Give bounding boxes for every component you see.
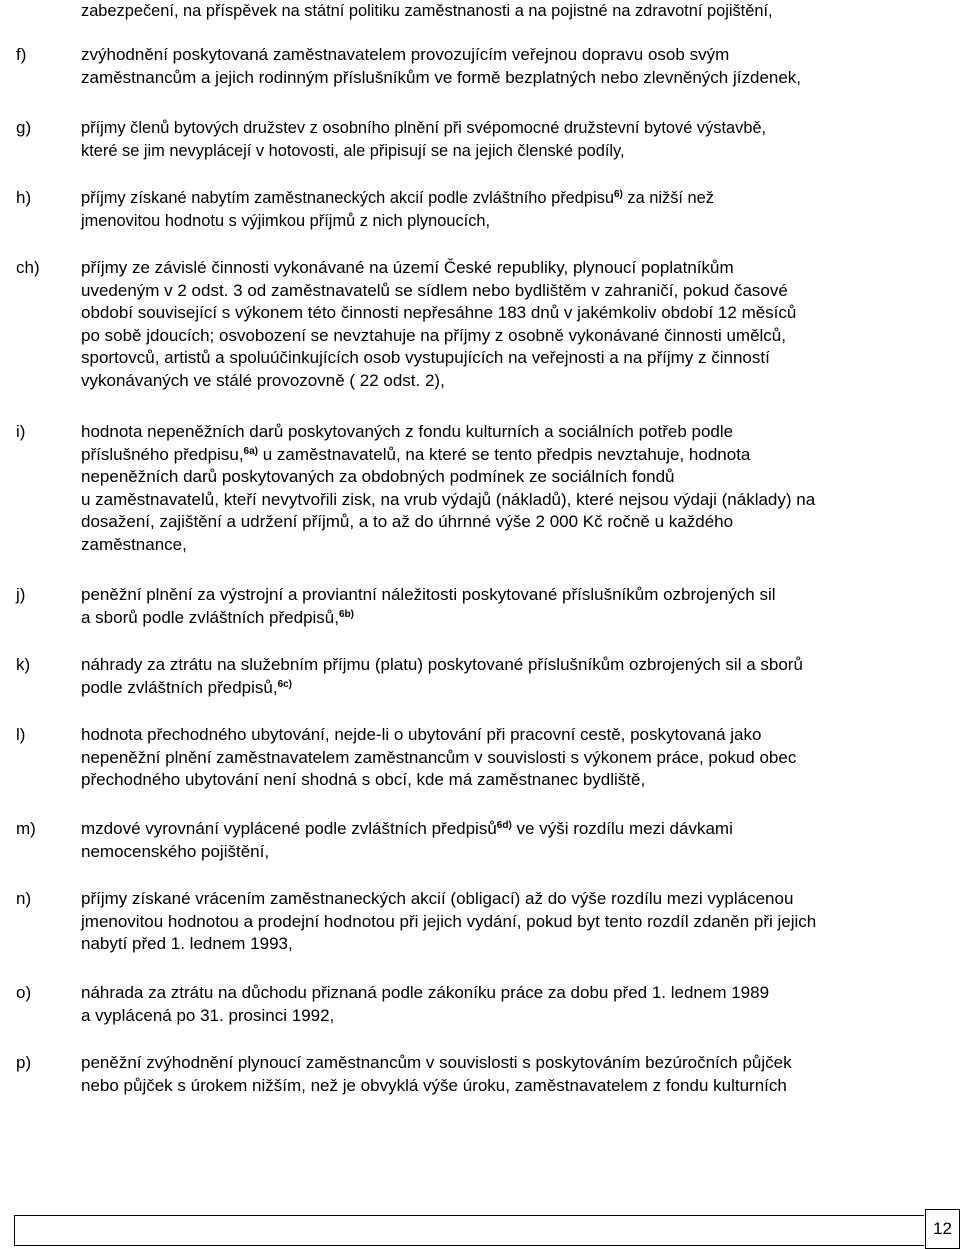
- item-label: g): [16, 118, 32, 137]
- item-text: ve výši rozdílu mezi dávkami: [511, 819, 733, 838]
- item-label: o): [16, 983, 32, 1002]
- item-text-line: nabytí před 1. lednem 1993,: [81, 934, 293, 953]
- item-text: mzdové vyrovnání vyplácené podle zvláštních předpisů: [81, 819, 497, 838]
- item-label: j): [16, 585, 26, 604]
- item-text: za nižší než: [622, 189, 714, 207]
- item-text-line: zaměstnance,: [81, 534, 187, 554]
- item-text-line: [81, 818, 958, 841]
- footnote-ref: 6c): [277, 678, 293, 690]
- item-text-line: jmenovitou hodnotou a prodejní hodnotou při jejich vydání, pokud byt tento rozdíl zdaněn při jejich: [81, 911, 817, 931]
- footnote-ref: 6): [613, 189, 623, 200]
- item-label: ch): [16, 258, 40, 277]
- item-text-line: peněžní zvýhodnění plynoucí zaměstnancům v souvislosti s poskytováním bezúročních půjček: [81, 1053, 792, 1072]
- item-text-line: hodnota přechodného ubytování, nejde-li o ubytování při pracovní cestě, poskytovaná jako: [81, 725, 762, 744]
- item-text-line: nemocenského pojištění,: [81, 841, 270, 861]
- footnote-ref: 6a): [243, 445, 258, 457]
- item-text-line: nepeněžní plnění zaměstnavatelem zaměstnancům v souvislosti s výkonem práce, pokud obec: [81, 747, 797, 767]
- item-label: n): [16, 889, 32, 908]
- item-text: u zaměstnavatelů, na které se tento předpis nevztahuje, hodnota: [258, 444, 751, 464]
- item-text-line: [81, 444, 958, 467]
- item-text: a sborů podle zvláštních předpisů,: [81, 607, 339, 627]
- item-label: m): [16, 819, 36, 838]
- item-text-line: nebo půjček s úrokem nižším, než je obvyklá výše úroku, zaměstnavatelem z fondu kulturních: [81, 1075, 787, 1095]
- item-text-line: a vyplácená po 31. prosinci 1992,: [81, 1005, 335, 1025]
- item-text-line: sportovců, artistů a spoluúčinkujících osob vystupujících na veřejnosti a na příjmy z činností: [81, 348, 770, 367]
- item-text-line: po sobě jdoucích; osvobození se nevztahuje na příjmy z osobně vykonávané činnosti umělců,: [81, 325, 786, 345]
- footnote-ref: 6b): [339, 608, 354, 620]
- item-text-line: zabezpečení, na příspěvek na státní politiku zaměstnanosti a na pojistné na zdravotní pojištění,: [81, 2, 773, 20]
- item-text-line: náhrady za ztrátu na služebním příjmu (platu) poskytované příslušníkům ozbrojených sil a sborů: [81, 655, 803, 674]
- item-text-line: zvýhodnění poskytovaná zaměstnavatelem provozujícím veřejnou dopravu osob svým: [81, 45, 730, 64]
- item-text-line: u zaměstnavatelů, kteří nevytvořili zisk, na vrub výdajů (nákladů), které nejsou výdaji (náklady) na: [81, 489, 816, 509]
- item-text-line: vykonávaných ve stálé provozovně ( 22 odst. 2),: [81, 370, 445, 390]
- item-text: podle zvláštních předpisů,: [81, 677, 278, 697]
- page-number: 12: [925, 1209, 960, 1249]
- item-text: příslušného předpisu,: [81, 444, 244, 464]
- item-label: p): [16, 1053, 32, 1072]
- footer-frame: [14, 1215, 924, 1246]
- item-text-line: které se jim nevyplácejí v hotovosti, ale připisují se na jejich členské podíly,: [81, 141, 625, 160]
- footnote-ref: 6d): [496, 820, 512, 831]
- item-label: k): [16, 655, 31, 674]
- item-text-line: zaměstnancům a jejich rodinným příslušníkům ve formě bezplatných nebo zlevněných jízdenek,: [81, 67, 802, 87]
- item-label: l): [16, 725, 26, 744]
- item-text-line: jmenovitou hodnotu s výjimkou příjmů z nich plynoucích,: [81, 211, 491, 230]
- item-text-line: [81, 677, 958, 700]
- item-text-line: přechodného ubytování není shodná s obcí, kde má zaměstnanec bydliště,: [81, 770, 646, 789]
- item-text-line: peněžní plnění za výstrojní a proviantní náležitosti poskytované příslušníkům ozbrojených sil: [81, 585, 776, 604]
- item-text-line: příjmy získané vrácením zaměstnaneckých akcií (obligací) až do výše rozdílu mezi vyplácenou: [81, 889, 794, 908]
- item-text-line: nepeněžních darů poskytovaných za obdobných podmínek ze sociálních fondů: [81, 467, 675, 486]
- item-text-line: dosažení, zajištění a udržení příjmů, a to až do úhrnné výše 2 000 Kč ročně u každého: [81, 512, 734, 531]
- item-label: f): [16, 45, 27, 64]
- item-label: h): [16, 188, 32, 207]
- item-text-line: období související s výkonem této činnosti nepřesáhne 183 dnů v jakémkoliv období 12 měsíců: [81, 303, 797, 322]
- item-label: i): [16, 422, 26, 441]
- item-text-line: hodnota nepeněžních darů poskytovaných z fondu kulturních a sociálních potřeb podle: [81, 422, 734, 441]
- item-text-line: [81, 607, 958, 630]
- item-text: příjmy získané nabytím zaměstnaneckých akcií podle zvláštního předpisu: [81, 189, 614, 207]
- item-text-line: náhrada za ztrátu na důchodu přiznaná podle zákoníku práce za dobu před 1. lednem 1989: [81, 983, 770, 1002]
- item-text-line: příjmy členů bytových družstev z osobního plnění při svépomocné družstevní bytové výstavbě,: [81, 119, 767, 137]
- item-text-line: příjmy ze závislé činnosti vykonávané na území České republiky, plynoucí poplatníkům: [81, 258, 734, 277]
- item-text-line: [81, 187, 958, 210]
- item-text-line: uvedeným v 2 odst. 3 od zaměstnavatelů se sídlem nebo bydlištěm v zahraničí, pokud časové: [81, 280, 788, 300]
